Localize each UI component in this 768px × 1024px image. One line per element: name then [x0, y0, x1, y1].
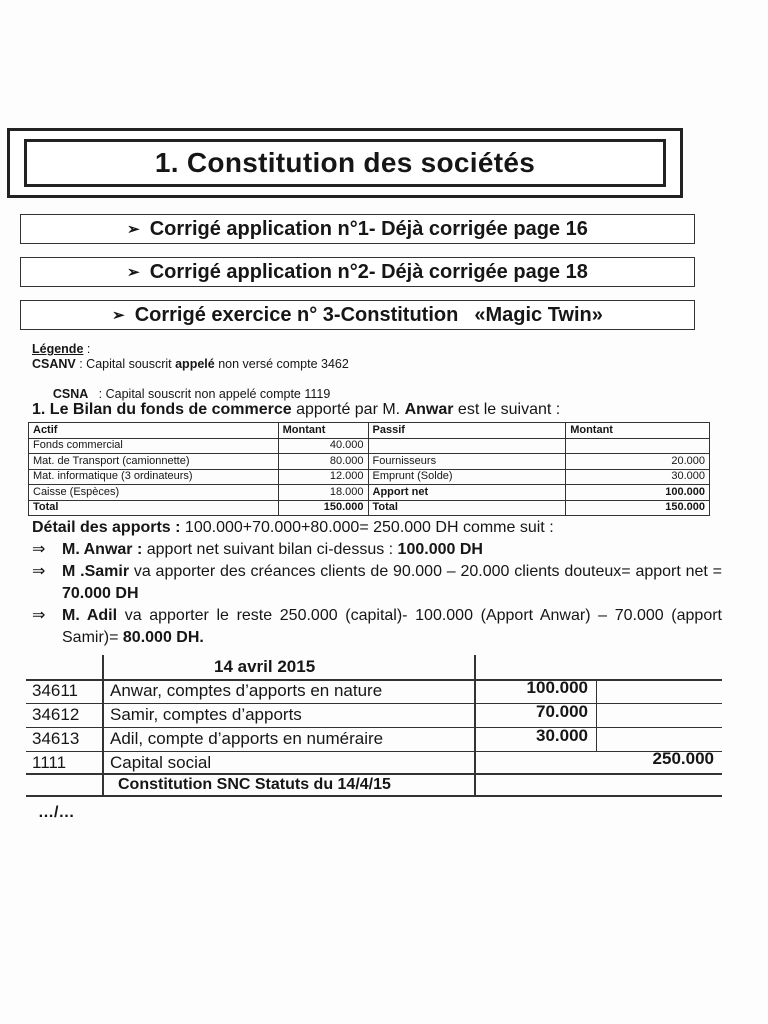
table-cell: 40.000 [278, 438, 368, 454]
journal-label: Anwar, comptes d’apports en nature [110, 681, 383, 700]
table-row [29, 485, 710, 501]
table-cell: Mat. informatique (3 ordinateurs) [29, 469, 279, 485]
table-header-row [29, 423, 710, 439]
legend-text: non versé compte 3462 [214, 357, 349, 371]
journal-debit: 100.000 [526, 678, 588, 697]
detail-body: va apporter des créances clients de 90.000 – 20.000 clients douteux= apport net = [129, 563, 723, 580]
legend-colon: : [83, 342, 91, 356]
banner-company-name: «Magic Twin» [474, 303, 603, 326]
details-heading [32, 517, 722, 539]
legend-text: : Capital souscrit non appelé compte 1119 [88, 387, 331, 401]
journal-entry [26, 655, 722, 800]
banner-application-1 [20, 214, 695, 244]
detail-name: M. Anwar : [62, 541, 143, 558]
table-cell: Emprunt (Solde) [368, 469, 566, 485]
table-cell: 12.000 [278, 469, 368, 485]
legend-text: : Capital souscrit [75, 357, 176, 371]
table-header: Passif [368, 423, 566, 439]
journal-rule [102, 655, 104, 796]
journal-account: 34613 [32, 729, 80, 748]
legend-code: CSANV [32, 357, 76, 371]
detail-item-anwar [32, 539, 722, 561]
table-cell: Caisse (Espèces) [29, 485, 279, 501]
banner-text: Corrigé application n°2- Déjà corrigée page 18 [149, 260, 588, 283]
implies-icon: ⇒ [32, 541, 46, 558]
details-heading-text: 100.000+70.000+80.000= 250.000 DH comme suit : [180, 519, 554, 536]
bilan-table [28, 422, 710, 516]
bilan-heading-text: apporté par M. [291, 401, 405, 418]
legend-item [32, 357, 349, 372]
banner-exercise-3 [20, 300, 695, 330]
table-cell: Apport net [368, 485, 566, 501]
table-cell: 30.000 [566, 469, 710, 485]
detail-amount: 100.000 DH [397, 541, 483, 558]
detail-name: M. Adil [62, 607, 118, 624]
journal-credit: 250.000 [652, 749, 714, 768]
detail-item-samir [32, 561, 722, 605]
details-heading-bold: Détail des apports : [32, 519, 181, 536]
table-row [29, 454, 710, 470]
journal-label: Capital social [110, 753, 212, 772]
bilan-heading-name: Anwar [404, 401, 454, 418]
journal-account: 34611 [32, 681, 79, 700]
bilan-heading-title: 1. Le Bilan du fonds de commerce [32, 401, 292, 418]
journal-rule [596, 679, 597, 752]
table-cell: 18.000 [278, 485, 368, 501]
banner-application-2 [20, 257, 695, 287]
journal-date: 14 avril 2015 [214, 657, 316, 676]
arrow-icon: ➢ [112, 307, 125, 324]
table-header: Montant [566, 423, 710, 439]
table-total-row [29, 500, 710, 516]
page-title: 1. Constitution des sociétés [154, 147, 536, 178]
detail-body: va apporter le reste 250.000 (capital)- 100.000 (Apport Anwar) – 70.000 (apport Samir)= [62, 607, 723, 646]
legend-header: Légende [32, 342, 84, 356]
title-frame [7, 128, 683, 198]
banner-text: Corrigé application n°1- Déjà corrigée page 16 [149, 217, 588, 240]
journal-debit: 70.000 [536, 702, 588, 721]
table-cell: Total [29, 500, 279, 516]
table-cell [368, 438, 566, 454]
detail-text [62, 561, 722, 605]
continuation-mark: …/… [38, 804, 75, 821]
detail-text [62, 539, 722, 561]
detail-body: apport net suivant bilan ci-dessus : [142, 541, 398, 558]
implies-icon: ⇒ [32, 563, 46, 580]
journal-account: 34612 [32, 705, 80, 724]
table-header: Montant [278, 423, 368, 439]
table-row [29, 438, 710, 454]
journal-label: Adil, compte d’apports en numéraire [110, 729, 384, 748]
detail-amount: 70.000 DH [62, 585, 139, 602]
journal-label: Samir, comptes d’apports [110, 705, 302, 724]
table-cell: 80.000 [278, 454, 368, 470]
bilan-heading [32, 401, 560, 419]
detail-text [62, 605, 722, 649]
arrow-icon: ➢ [127, 264, 140, 281]
detail-name: M .Samir [62, 563, 130, 580]
table-cell: Mat. de Transport (camionnette) [29, 454, 279, 470]
table-cell: 100.000 [566, 485, 710, 501]
table-cell: 20.000 [566, 454, 710, 470]
detail-amount: 80.000 DH. [122, 629, 204, 646]
contributions-detail [32, 517, 722, 649]
table-cell: Fonds commercial [29, 438, 279, 454]
title-inner-frame [24, 139, 666, 187]
table-header: Actif [29, 423, 279, 439]
journal-footer: Constitution SNC Statuts du 14/4/15 [118, 776, 391, 793]
table-row [29, 469, 710, 485]
table-cell: Total [368, 500, 566, 516]
bilan-heading-text: est le suivant : [453, 401, 561, 418]
legend-bold: appelé [175, 357, 215, 371]
journal-account: 1111 [32, 753, 67, 772]
implies-icon: ⇒ [32, 607, 46, 624]
table-cell: 150.000 [278, 500, 368, 516]
legend-code: CSNA [52, 387, 89, 401]
journal-debit: 30.000 [536, 726, 588, 745]
arrow-icon: ➢ [127, 221, 140, 238]
table-cell: Fournisseurs [368, 454, 566, 470]
table-cell: 150.000 [566, 500, 710, 516]
banner-text: Corrigé exercice n° 3-Constitution [134, 303, 459, 326]
table-cell [566, 438, 710, 454]
detail-item-adil [32, 605, 722, 649]
